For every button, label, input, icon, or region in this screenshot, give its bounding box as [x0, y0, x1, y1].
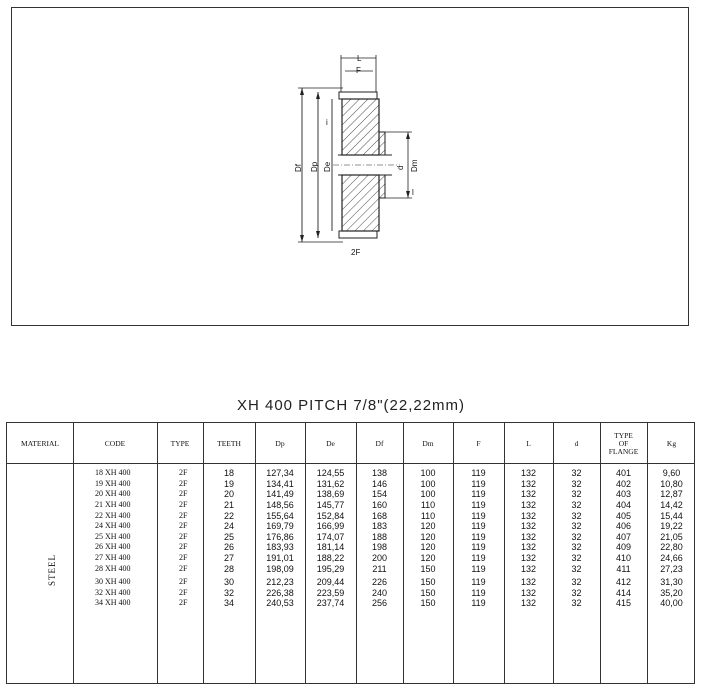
cell-df: 183 — [371, 521, 388, 531]
cell-f: 119 — [471, 489, 486, 500]
cell-dp: 212,23 — [266, 577, 294, 587]
cell-kg: 31,30 — [660, 577, 683, 587]
cell-flange: 406 — [615, 521, 632, 531]
label-de: De — [323, 161, 332, 172]
cell-f: 119 — [471, 478, 486, 489]
cell-d: 32 — [571, 478, 582, 489]
cell-df: 160 — [371, 500, 388, 511]
cell-l: 132 — [520, 521, 537, 531]
cell-df: 154 — [371, 489, 388, 500]
cell-f: 119 — [471, 598, 486, 609]
cell-d: 32 — [571, 500, 582, 511]
cell-l: 132 — [520, 489, 537, 500]
cell-type: 2F — [179, 542, 188, 552]
cell-de: 152,84 — [316, 510, 345, 521]
cell-dm: 150 — [420, 598, 436, 609]
cell-f: 119 — [471, 542, 486, 553]
cell-f: 119 — [471, 500, 486, 511]
label-i: i — [326, 118, 328, 127]
cell-dp: 148,56 — [266, 500, 294, 511]
header-dm: Dm — [422, 438, 434, 448]
header-df: Df — [375, 438, 384, 448]
label-l: L — [357, 54, 362, 63]
cell-kg: 15,44 — [660, 510, 683, 521]
header-d: d — [574, 438, 579, 448]
cell-type: 2F — [179, 468, 188, 477]
cell-de: 166,99 — [316, 521, 345, 531]
cell-d: 32 — [571, 577, 582, 587]
cell-l: 132 — [520, 563, 537, 574]
cell-flange: 412 — [615, 577, 632, 587]
cell-teeth: 26 — [223, 542, 234, 553]
header-dp: Dp — [275, 438, 285, 448]
header-code: CODE — [104, 438, 126, 448]
cell-f: 119 — [471, 521, 486, 531]
cell-de: 188,22 — [316, 553, 345, 564]
label-f: F — [356, 66, 361, 75]
cell-teeth: 27 — [223, 553, 234, 564]
cell-de: 145,77 — [316, 500, 345, 511]
cell-kg: 35,20 — [660, 587, 683, 598]
cell-teeth: 22 — [223, 510, 234, 521]
cell-flange: 402 — [615, 478, 632, 489]
cell-l: 132 — [520, 510, 537, 521]
cell-f: 119 — [471, 577, 486, 587]
cell-type: 2F — [179, 510, 188, 520]
cell-d: 32 — [571, 489, 582, 500]
cell-flange: 414 — [615, 587, 632, 598]
cell-teeth: 18 — [223, 468, 234, 478]
cell-code: 30 XH 400 — [95, 577, 131, 586]
cell-l: 132 — [520, 553, 537, 564]
cell-flange: 401 — [615, 468, 632, 478]
cell-flange: 410 — [615, 553, 632, 564]
cell-teeth: 20 — [223, 489, 234, 500]
cell-l: 132 — [520, 577, 537, 587]
cell-dm: 120 — [420, 531, 436, 542]
header-flange: TYPE OF FLANGE — [608, 430, 639, 456]
cell-l: 132 — [520, 468, 537, 478]
cell-flange: 403 — [615, 489, 632, 500]
cell-dm: 110 — [420, 510, 436, 521]
cell-teeth: 30 — [223, 577, 234, 587]
cell-de: 195,29 — [316, 563, 345, 574]
cell-code: 28 XH 400 — [95, 563, 131, 573]
material-label: STEEL — [47, 554, 57, 586]
cell-f: 119 — [471, 553, 486, 564]
table-title: XH 400 PITCH 7/8"(22,22mm) — [236, 397, 466, 414]
cell-kg: 27,23 — [660, 563, 683, 574]
cell-de: 223,59 — [316, 587, 345, 598]
cell-dp: 191,01 — [266, 553, 294, 564]
cell-kg: 9,60 — [662, 468, 681, 478]
cell-l: 132 — [520, 587, 537, 598]
cell-df: 256 — [371, 598, 388, 609]
label-dp: Dp — [310, 161, 319, 172]
cell-dp: 240,53 — [266, 598, 294, 609]
header-de: De — [326, 438, 335, 448]
cell-de: 131,62 — [316, 478, 345, 489]
cell-code: 26 XH 400 — [95, 542, 131, 552]
cell-df: 188 — [371, 531, 388, 542]
cell-dm: 110 — [420, 500, 436, 511]
cell-f: 119 — [471, 510, 486, 521]
cell-df: 138 — [371, 468, 388, 478]
cell-d: 32 — [571, 510, 582, 521]
cell-f: 119 — [471, 587, 486, 598]
cell-dm: 100 — [420, 478, 436, 489]
cell-dp: 176,86 — [266, 531, 294, 542]
cell-kg: 10,80 — [660, 478, 683, 489]
cell-dm: 150 — [420, 563, 436, 574]
cell-kg: 40,00 — [660, 598, 683, 609]
cell-dp: 127,34 — [266, 468, 294, 478]
cell-teeth: 32 — [223, 587, 234, 598]
cell-teeth: 28 — [223, 563, 234, 574]
cell-code: 24 XH 400 — [95, 521, 131, 530]
cell-df: 211 — [372, 563, 387, 574]
cell-df: 226 — [371, 577, 388, 587]
cell-dm: 100 — [420, 468, 436, 478]
cell-dm: 150 — [420, 587, 436, 598]
cell-dp: 183,93 — [266, 542, 294, 553]
cell-code: 18 XH 400 — [95, 468, 131, 477]
cell-dp: 134,41 — [266, 478, 294, 489]
cell-kg: 19,22 — [660, 521, 683, 531]
cell-d: 32 — [571, 521, 582, 531]
cell-teeth: 19 — [223, 478, 234, 489]
cell-teeth: 34 — [223, 598, 234, 609]
cell-df: 146 — [371, 478, 388, 489]
cell-l: 132 — [520, 598, 537, 609]
cell-d: 32 — [571, 587, 582, 598]
cell-flange: 409 — [615, 542, 632, 553]
cell-kg: 12,87 — [660, 489, 683, 500]
cell-code: 34 XH 400 — [95, 598, 131, 608]
cell-teeth: 25 — [223, 531, 234, 542]
cell-df: 198 — [371, 542, 388, 553]
cell-code: 22 XH 400 — [95, 510, 131, 520]
cell-type: 2F — [179, 553, 188, 563]
cell-de: 181,14 — [316, 542, 345, 553]
label-d: d — [396, 165, 405, 170]
column-divider — [157, 423, 158, 683]
cell-l: 132 — [520, 500, 537, 511]
cell-flange: 415 — [615, 598, 632, 609]
cell-f: 119 — [471, 531, 486, 542]
label-l-small: l — [412, 188, 414, 197]
cell-df: 168 — [371, 510, 388, 521]
cell-dm: 120 — [420, 553, 436, 564]
cell-df: 240 — [371, 587, 388, 598]
cell-dm: 120 — [420, 521, 436, 531]
header-kg: Kg — [666, 438, 677, 448]
cell-de: 237,74 — [316, 598, 345, 609]
pulley-drawing — [0, 0, 702, 330]
cell-dp: 169,79 — [266, 521, 294, 531]
header-material: MATERIAL — [21, 438, 59, 448]
table-header-row — [7, 423, 694, 464]
cell-dm: 150 — [420, 577, 436, 587]
cell-type: 2F — [179, 500, 188, 510]
cell-f: 119 — [471, 468, 486, 478]
cell-de: 174,07 — [316, 531, 345, 542]
label-df: Df — [294, 164, 303, 172]
cell-flange: 404 — [615, 500, 632, 511]
cell-type: 2F — [179, 563, 188, 573]
cell-de: 124,55 — [316, 468, 345, 478]
cell-kg: 21,05 — [660, 531, 683, 542]
cell-d: 32 — [571, 553, 582, 564]
cell-code: 21 XH 400 — [95, 500, 131, 510]
cell-code: 27 XH 400 — [95, 553, 131, 563]
cell-d: 32 — [571, 542, 582, 553]
cell-d: 32 — [571, 468, 582, 478]
label-dm: Dm — [410, 159, 419, 172]
cell-d: 32 — [571, 598, 582, 609]
cell-type: 2F — [179, 531, 188, 541]
cell-d: 32 — [571, 531, 582, 542]
cell-type: 2F — [179, 577, 188, 586]
cell-type: 2F — [179, 598, 188, 608]
cell-de: 209,44 — [316, 577, 345, 587]
cell-de: 138,69 — [316, 489, 345, 500]
cell-dp: 141,49 — [266, 489, 294, 500]
cell-f: 119 — [471, 563, 486, 574]
header-teeth: TEETH — [217, 438, 241, 448]
cell-type: 2F — [179, 587, 188, 597]
cell-code: 32 XH 400 — [95, 587, 131, 597]
cell-flange: 411 — [616, 563, 631, 574]
header-f: F — [476, 438, 481, 448]
cell-flange: 407 — [615, 531, 632, 542]
cell-dp: 198,09 — [266, 563, 294, 574]
cell-type: 2F — [179, 521, 188, 530]
cell-type: 2F — [179, 489, 188, 499]
cell-dm: 120 — [420, 542, 436, 553]
label-2f: 2F — [351, 248, 361, 257]
header-l: L — [526, 438, 531, 448]
cell-teeth: 24 — [223, 521, 234, 531]
cell-dm: 100 — [420, 489, 436, 500]
cell-l: 132 — [520, 478, 537, 489]
cell-code: 25 XH 400 — [95, 531, 131, 541]
cell-kg: 14,42 — [660, 500, 683, 511]
cell-code: 20 XH 400 — [95, 489, 131, 499]
cell-df: 200 — [371, 553, 388, 564]
header-type: TYPE — [170, 438, 190, 448]
cell-code: 19 XH 400 — [95, 478, 131, 488]
cell-teeth: 21 — [223, 500, 234, 511]
cell-l: 132 — [520, 531, 537, 542]
cell-d: 32 — [571, 563, 582, 574]
cell-flange: 405 — [615, 510, 632, 521]
cell-type: 2F — [179, 478, 188, 488]
cell-dp: 155,64 — [266, 510, 294, 521]
cell-dp: 226,38 — [266, 587, 294, 598]
cell-kg: 22,80 — [660, 542, 683, 553]
cell-l: 132 — [520, 542, 537, 553]
column-divider — [73, 423, 74, 683]
spec-table — [6, 422, 695, 684]
cell-kg: 24,66 — [660, 553, 683, 564]
